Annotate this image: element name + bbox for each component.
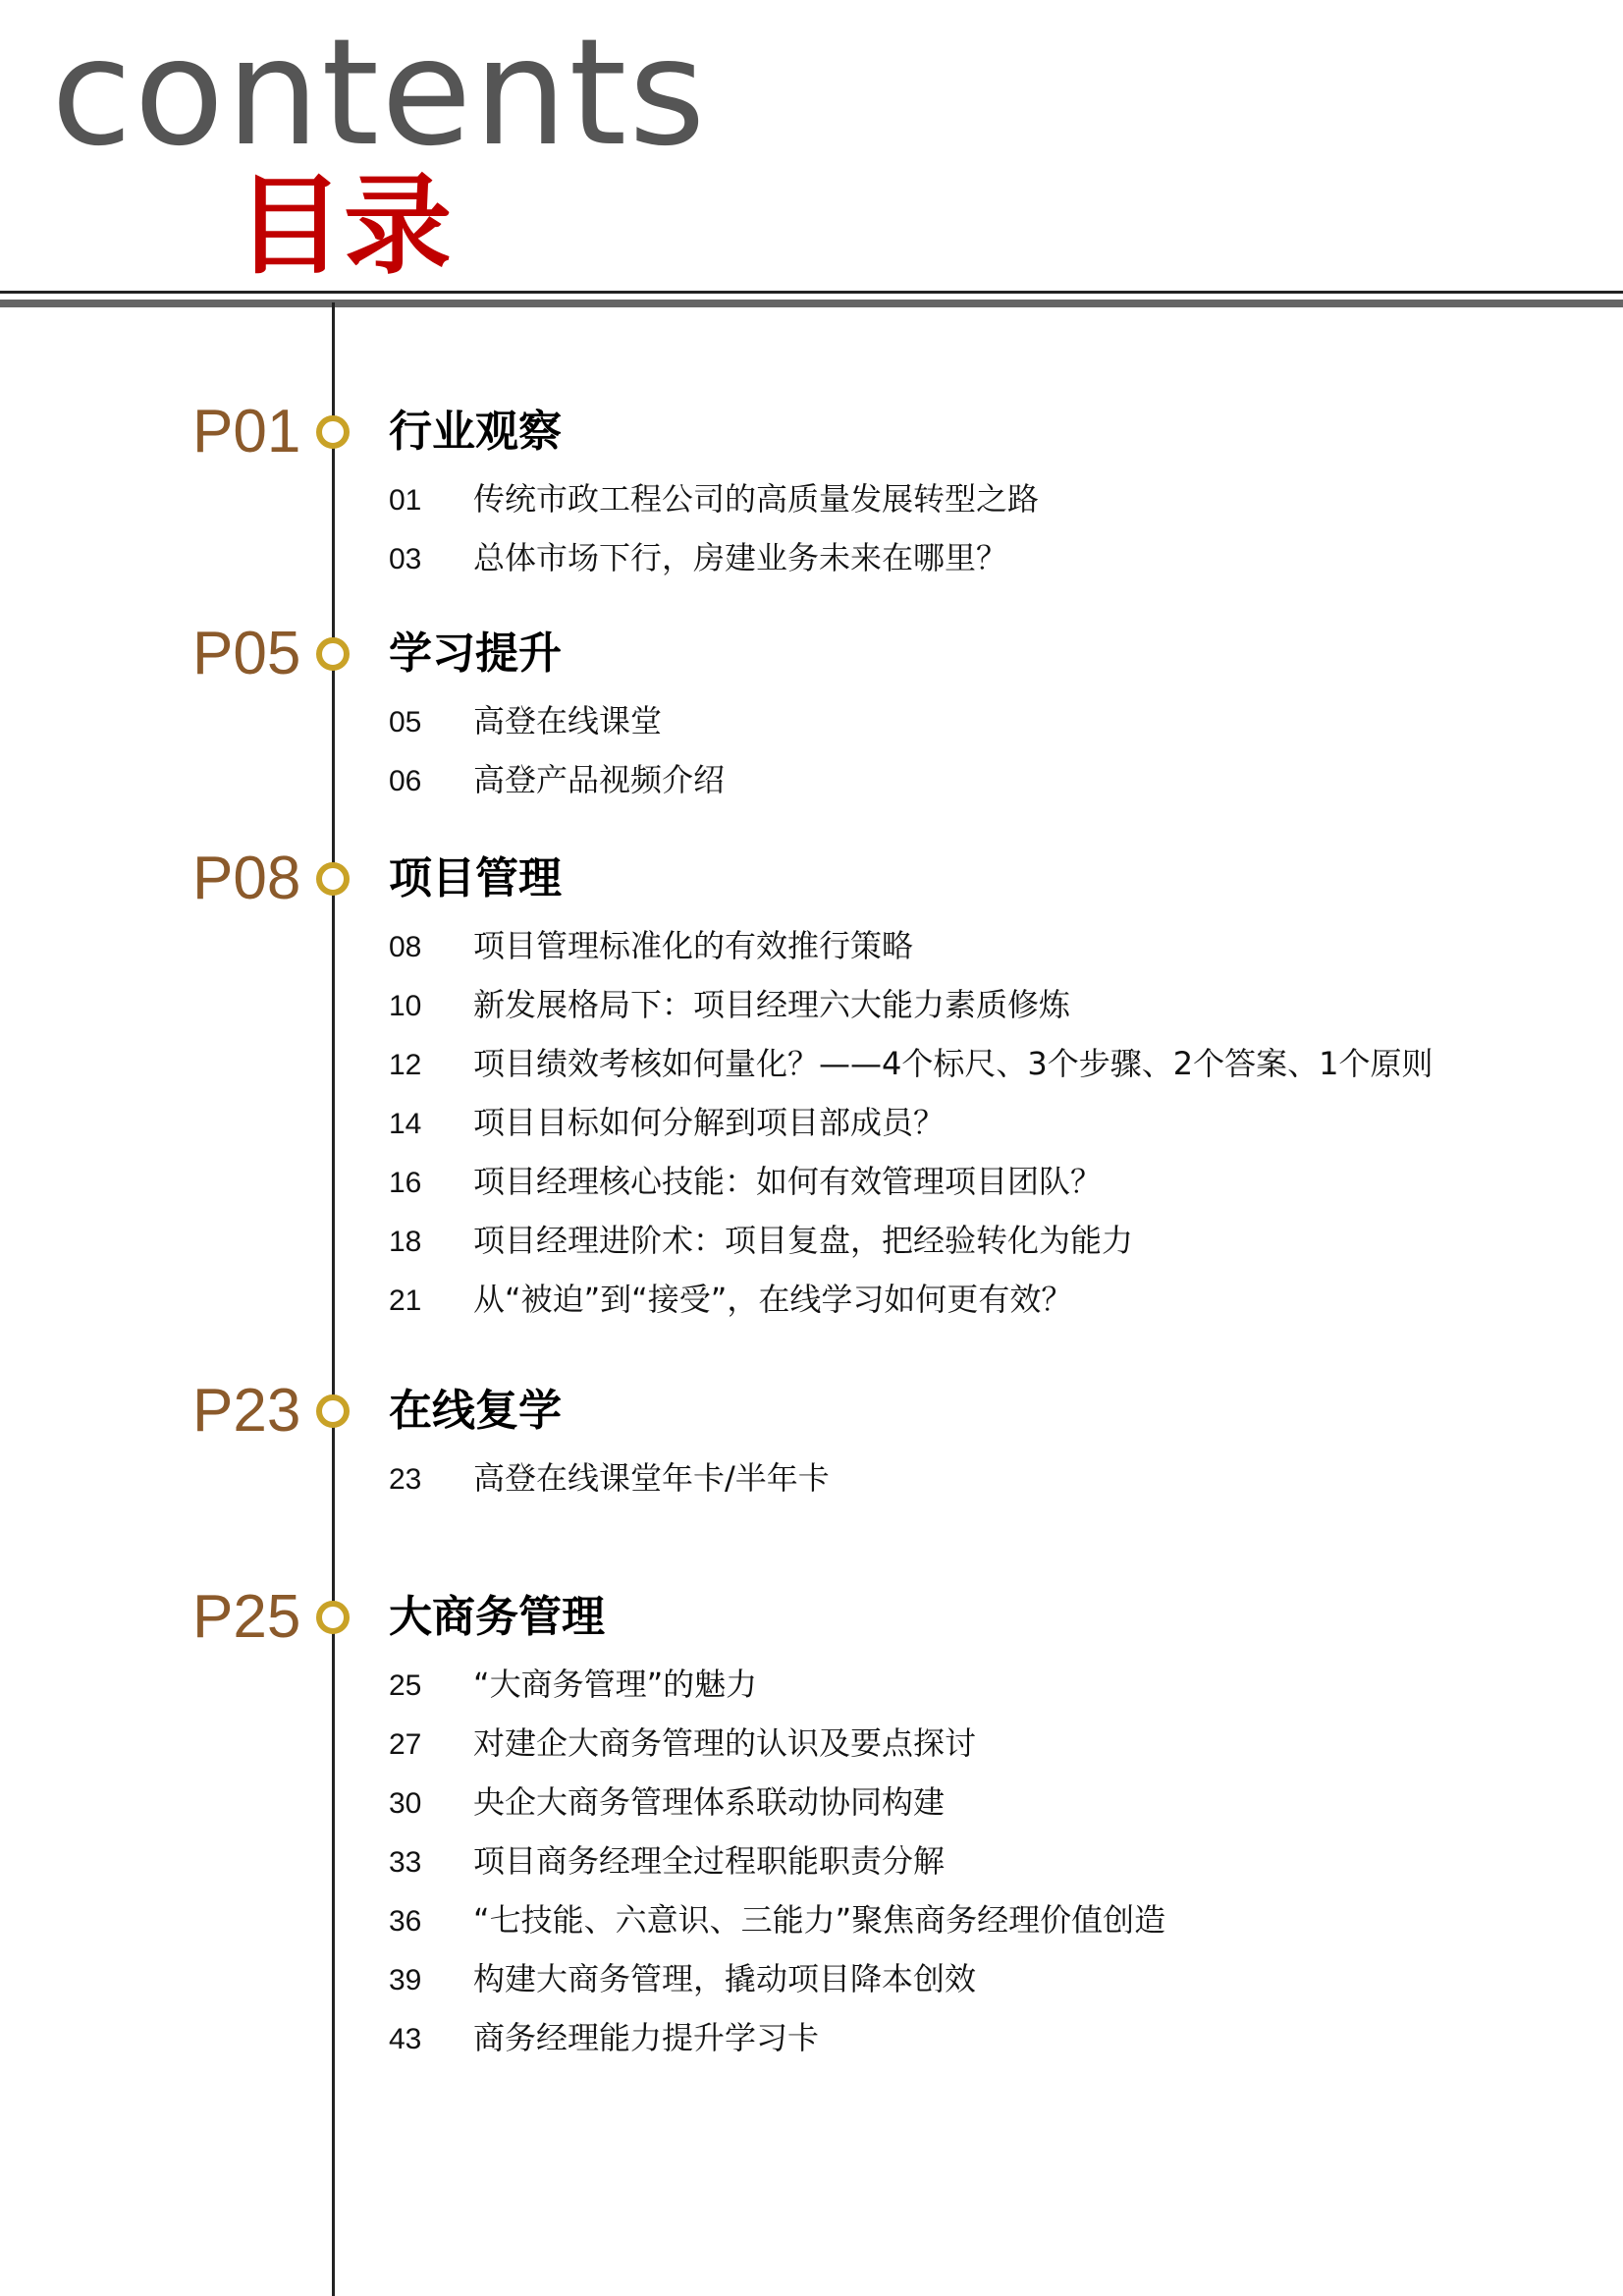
- toc-entry[interactable]: [389, 1714, 1165, 1773]
- toc-entry[interactable]: [389, 1211, 1433, 1270]
- toc-entry[interactable]: [389, 1449, 830, 1507]
- toc-entry-page: 12: [389, 1049, 422, 1081]
- toc-entry[interactable]: [389, 1773, 1165, 1831]
- toc-entry-title: 项目管理标准化的有效推行策略: [473, 927, 914, 964]
- toc-entry[interactable]: [389, 1034, 1433, 1093]
- toc-entry-page: 30: [389, 1787, 422, 1820]
- toc-entry-title: 项目经理进阶术：项目复盘，把经验转化为能力: [473, 1222, 1134, 1259]
- section-page-number: P08: [192, 845, 301, 912]
- toc-entry[interactable]: [389, 469, 1039, 528]
- section-page-number: P05: [192, 620, 301, 687]
- toc-entry-title: 项目商务经理全过程职能职责分解: [473, 1842, 946, 1880]
- timeline-dot: [316, 1394, 350, 1428]
- toc-entry-page: 25: [389, 1669, 422, 1702]
- timeline-line: [332, 302, 335, 2296]
- toc-entry[interactable]: [389, 691, 725, 750]
- toc-entry-page: 39: [389, 1964, 422, 1996]
- section-title: 大商务管理: [389, 1592, 605, 1642]
- toc-entry[interactable]: [389, 1831, 1165, 1890]
- section-item-list: [389, 691, 725, 809]
- toc-entry[interactable]: [389, 1152, 1433, 1211]
- section-item-list: [389, 1655, 1165, 2067]
- timeline-dot: [316, 1601, 350, 1634]
- toc-entry-page: 21: [389, 1285, 422, 1317]
- toc-entry-title: 构建大商务管理，撬动项目降本创效: [473, 1960, 977, 1997]
- contents-title-chinese: 目录: [236, 163, 452, 289]
- toc-entry-title: 央企大商务管理体系联动协同构建: [473, 1783, 946, 1821]
- header-divider-thin: [0, 291, 1623, 294]
- toc-entry-title: 对建企大商务管理的认识及要点探讨: [473, 1724, 977, 1762]
- toc-entry-title: 传统市政工程公司的高质量发展转型之路: [473, 480, 1040, 518]
- toc-entry-page: 33: [389, 1846, 422, 1879]
- toc-entry-page: 05: [389, 706, 422, 738]
- timeline-dot: [316, 637, 350, 671]
- toc-entry[interactable]: [389, 1093, 1433, 1152]
- toc-entry-page: 01: [389, 484, 422, 517]
- toc-entry[interactable]: [389, 1890, 1165, 1949]
- section-item-list: [389, 1449, 830, 1507]
- section-item-list: [389, 469, 1039, 587]
- toc-entry[interactable]: [389, 1655, 1165, 1714]
- toc-entry-page: 23: [389, 1463, 422, 1496]
- toc-entry-title: 项目经理核心技能：如何有效管理项目团队？: [473, 1163, 1103, 1200]
- toc-entry[interactable]: [389, 916, 1433, 975]
- contents-title: contents: [51, 8, 708, 179]
- toc-entry-title: 总体市场下行，房建业务未来在哪里？: [473, 539, 1008, 576]
- toc-entry-title: “七技能、六意识、三能力”聚焦商务经理价值创造: [473, 1901, 1166, 1939]
- toc-entry[interactable]: [389, 528, 1039, 587]
- toc-entry-page: 08: [389, 931, 422, 963]
- section-page-number: P01: [192, 398, 301, 465]
- toc-entry-title: 从“被迫”到“接受”，在线学习如何更有效？: [473, 1281, 1073, 1318]
- section-title: 在线复学: [389, 1386, 562, 1436]
- toc-entry[interactable]: [389, 975, 1433, 1034]
- toc-entry-title: 项目目标如何分解到项目部成员？: [473, 1104, 946, 1141]
- toc-entry-title: “大商务管理”的魅力: [473, 1666, 758, 1703]
- toc-entry[interactable]: [389, 1270, 1433, 1329]
- section-item-list: [389, 916, 1433, 1329]
- timeline-dot: [316, 862, 350, 896]
- toc-entry[interactable]: [389, 750, 725, 809]
- toc-entry-page: 03: [389, 543, 422, 575]
- toc-entry-page: 36: [389, 1905, 422, 1938]
- section-title: 学习提升: [389, 629, 562, 679]
- section-page-number: P25: [192, 1583, 301, 1651]
- toc-entry-title: 新发展格局下：项目经理六大能力素质修炼: [473, 986, 1071, 1023]
- toc-entry-title: 高登产品视频介绍: [473, 761, 726, 798]
- header-divider-thick: [0, 300, 1623, 307]
- toc-entry-page: 14: [389, 1108, 422, 1140]
- toc-entry[interactable]: [389, 2008, 1165, 2067]
- toc-entry-page: 43: [389, 2023, 422, 2055]
- toc-entry-title: 项目绩效考核如何量化？——4个标尺、3个步骤、2个答案、1个原则: [473, 1045, 1434, 1082]
- toc-entry-page: 18: [389, 1226, 422, 1258]
- section-page-number: P23: [192, 1377, 301, 1445]
- toc-entry-page: 27: [389, 1728, 422, 1761]
- toc-entry-page: 16: [389, 1167, 422, 1199]
- timeline-dot: [316, 415, 350, 449]
- toc-entry-page: 06: [389, 765, 422, 797]
- toc-entry-title: 商务经理能力提升学习卡: [473, 2019, 820, 2056]
- toc-entry-title: 高登在线课堂年卡/半年卡: [473, 1459, 830, 1497]
- toc-entry-title: 高登在线课堂: [473, 702, 663, 739]
- toc-entry-page: 10: [389, 990, 422, 1022]
- section-title: 项目管理: [389, 853, 562, 903]
- section-title: 行业观察: [389, 407, 562, 457]
- toc-entry[interactable]: [389, 1949, 1165, 2008]
